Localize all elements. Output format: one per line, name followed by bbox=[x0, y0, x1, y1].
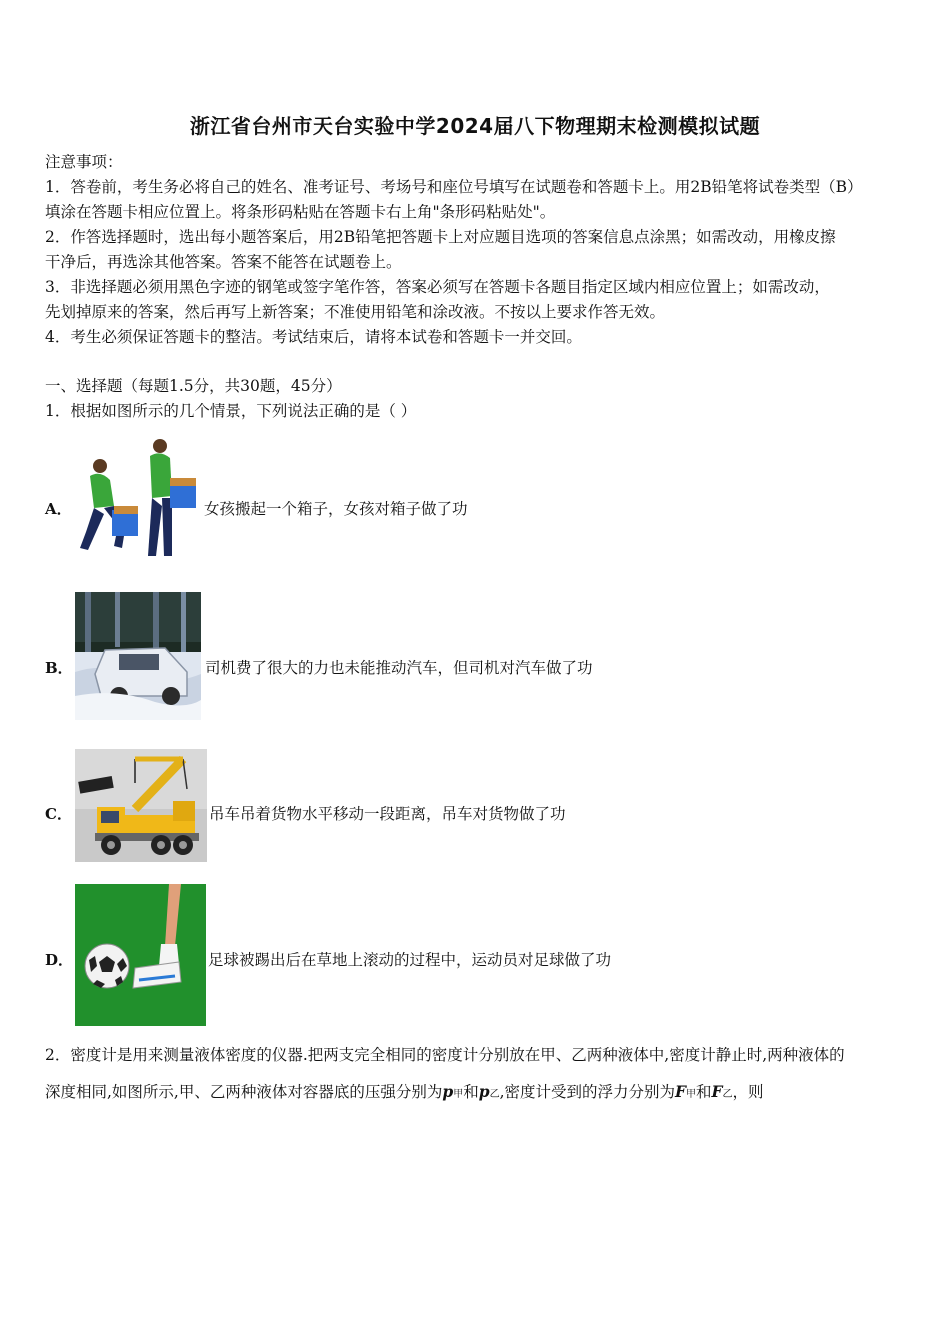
option-c-letter: C． bbox=[45, 805, 72, 823]
notice-line: 4．考生必须保证答题卡的整洁。考试结束后，请将本试卷和答题卡一并交回。 bbox=[45, 328, 582, 346]
f-symbol: F bbox=[675, 1082, 687, 1101]
q2-text-b: ,密度计受到的浮力分别为 bbox=[499, 1083, 675, 1101]
q2-and-1: 和 bbox=[463, 1083, 479, 1101]
subscript-jia: 甲 bbox=[686, 1089, 697, 1100]
subscript-yi: 乙 bbox=[489, 1089, 500, 1100]
notice-heading: 注意事项： bbox=[45, 153, 123, 171]
car-in-snow-image bbox=[75, 592, 201, 720]
f-symbol: F bbox=[711, 1082, 723, 1101]
question-1-stem: 1．根据如图所示的几个情景，下列说法正确的是（ ） bbox=[45, 402, 417, 420]
notice-line: 1．答卷前，考生务必将自己的姓名、准考证号、考场号和座位号填写在试题卷和答题卡上。用2B铅笔将试卷类型（B） bbox=[45, 178, 863, 196]
option-d-letter: D． bbox=[45, 951, 74, 969]
option-b-letter: B． bbox=[45, 659, 73, 677]
p-symbol: p bbox=[442, 1082, 454, 1101]
question-2-line-1: 2．密度计是用来测量液体密度的仪器.把两支完全相同的密度计分别放在甲、乙两种液体中,密度计静止时,两种液体的 bbox=[45, 1046, 845, 1064]
section-heading: 一、选择题（每题1.5分，共30题，45分） bbox=[45, 377, 342, 395]
notice-line: 填涂在答题卡相应位置上。将条形码粘贴在答题卡右上角"条形码粘贴处"。 bbox=[45, 203, 556, 221]
notice-line: 干净后，再选涂其他答案。答案不能答在试题卷上。 bbox=[45, 253, 402, 271]
option-c-text: 吊车吊着货物水平移动一段距离，吊车对货物做了功 bbox=[209, 805, 566, 823]
q2-text-a: 深度相同,如图所示,甲、乙两种液体对容器底的压强分别为 bbox=[45, 1083, 443, 1101]
option-a-text: 女孩搬起一个箱子，女孩对箱子做了功 bbox=[204, 500, 468, 518]
notice-line: 2．作答选择题时，选出每小题答案后，用2B铅笔把答题卡上对应题目选项的答案信息点涂黑；如需改动，用橡皮擦 bbox=[45, 228, 836, 246]
notice-line: 3．非选择题必须用黑色字迹的钢笔或签字笔作答，答案必须写在答题卡各题目指定区域内相应位置上；如需改动， bbox=[45, 278, 830, 296]
q2-text-c: ，则 bbox=[732, 1083, 764, 1101]
q2-and-2: 和 bbox=[696, 1083, 712, 1101]
subscript-yi: 乙 bbox=[722, 1089, 733, 1100]
notice-line: 先划掉原来的答案，然后再写上新答案；不准使用铅笔和涂改液。不按以上要求作答无效。 bbox=[45, 303, 666, 321]
subscript-jia: 甲 bbox=[453, 1089, 464, 1100]
option-a-letter: A． bbox=[45, 500, 72, 518]
option-b-text: 司机费了很大的力也未能推动汽车，但司机对汽车做了功 bbox=[205, 659, 593, 677]
p-symbol: p bbox=[478, 1082, 490, 1101]
crane-truck-image bbox=[75, 749, 207, 862]
girl-lifting-box-image bbox=[74, 436, 200, 560]
question-2-line-2 bbox=[45, 1082, 910, 1105]
soccer-kick-image bbox=[75, 884, 206, 1026]
page-title: 浙江省台州市天台实验中学2024届八下物理期末检测模拟试题 bbox=[189, 114, 761, 138]
option-d-text: 足球被踢出后在草地上滚动的过程中，运动员对足球做了功 bbox=[208, 951, 612, 969]
